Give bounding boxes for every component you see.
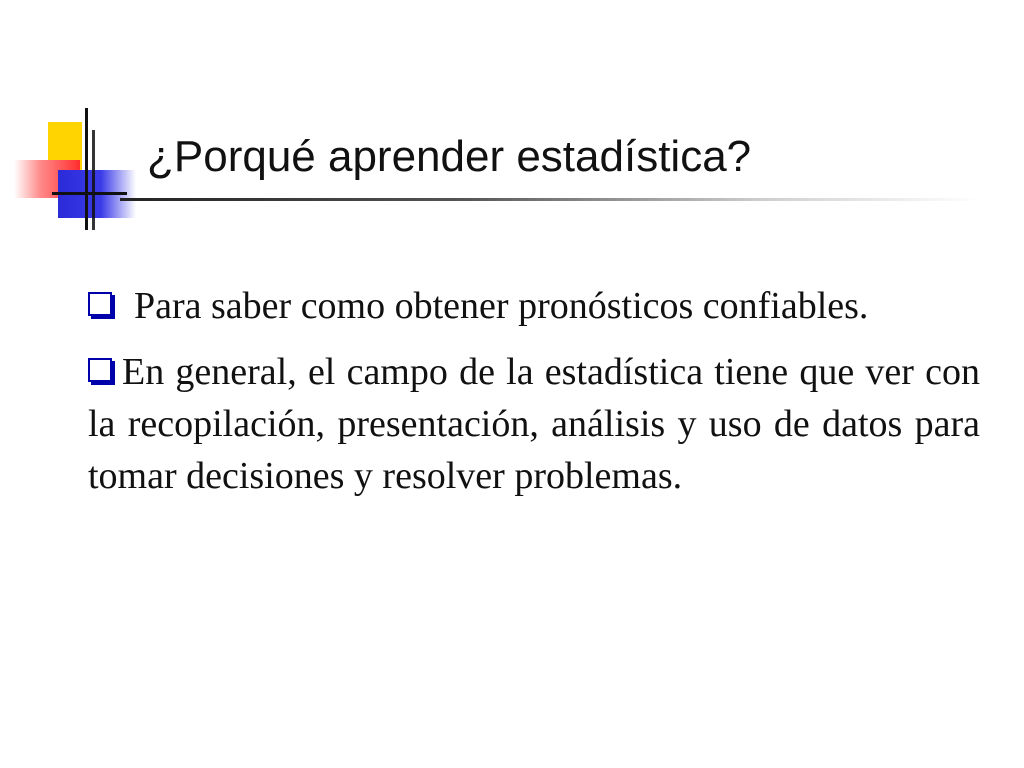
hollow-square-bullet-icon xyxy=(88,292,112,316)
hollow-square-bullet-icon xyxy=(88,358,112,382)
bullet-item-1 xyxy=(88,280,980,332)
vertical-rule-secondary xyxy=(92,130,95,230)
title-underline xyxy=(120,198,980,201)
bullet-item-2 xyxy=(88,346,980,502)
horizontal-rule xyxy=(52,192,127,195)
slide-title: ¿Porqué aprender estadística? xyxy=(147,132,752,181)
decorative-squares-logo-icon xyxy=(0,100,150,240)
vertical-rule xyxy=(85,108,88,230)
slide-body xyxy=(88,280,980,516)
bullet-text-1: Para saber como obtener pronósticos confiables. xyxy=(134,285,869,327)
bullet-text-2: En general, el campo de la estadística tiene que ver con la recopilación, presentación, análisis y uso de datos para tomar decisiones y resolver problemas. xyxy=(88,351,980,497)
